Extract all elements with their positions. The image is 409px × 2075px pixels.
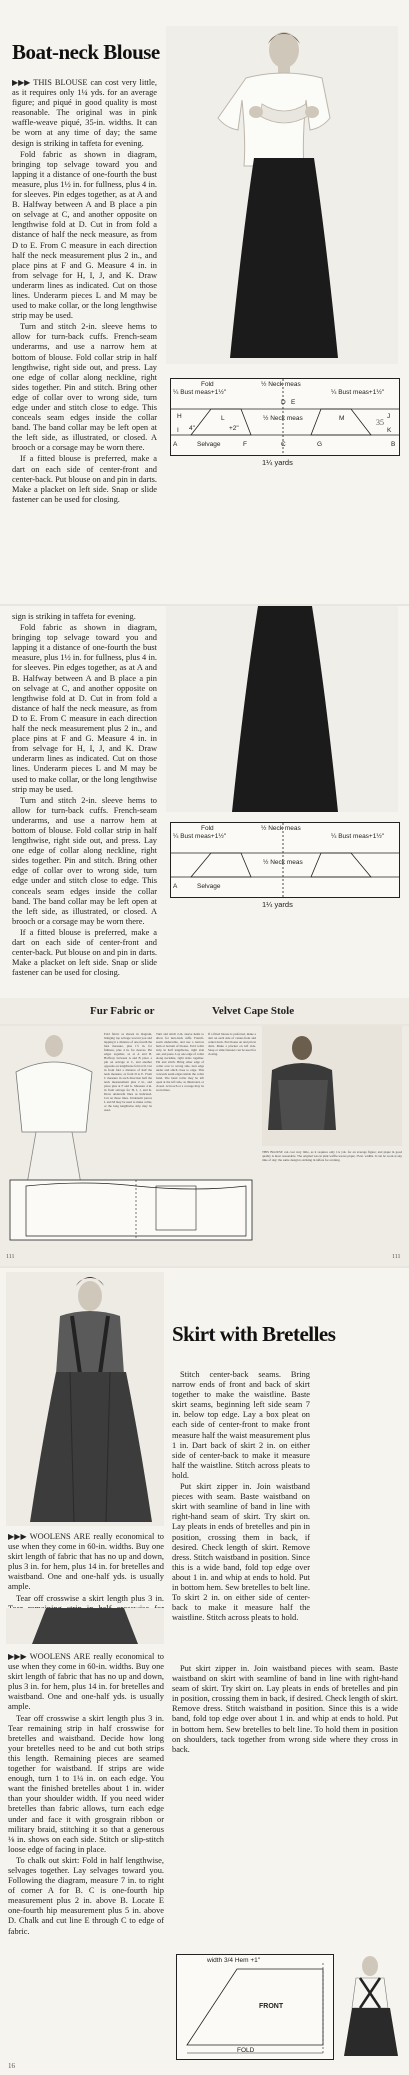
paragraph: Put skirt zipper in. Join waistband pieces with seam. Baste waistband on skirt with seamline of band in line with right-hand seam of skirt. Try skirt on. Lay pleats in ends of bretelles and pin in position, crossing them in back, if desired. Check length of skirt. Remove dress. Stitch waistband in position. Since this is a wide band, fold top edge over about 1 in. and whip at ends to hold. Put in bottom hem. Sew bretelles to belt line. To skirt 2 in. on either side of center-back to make it measure half the waistline. Stitch across pleats to hold. [172, 1482, 310, 1623]
paragraph: Tear off crosswise a skirt length plus 3 in. Tear remaining strip in half crosswise for bretelles and waistband. Decide how long your bretelles need to be and cut both strips this length. Remaining pieces are seamed together for waistband. If strips are wide enough, turn 1 to 1¼ in. on each edge. You want the finished bretelles about 1 in. wider than your shoulder width. If you need wider bretelles than fabric allows, turn each edge under and face it with grosgrain ribbon or military braid, stitching it so that a generous ⅛ in. shows on each side. Stitch or slip-stitch loose edge of facing in place. [8, 1713, 164, 1854]
pattern-diagram [170, 822, 400, 898]
cape-text-column: THIS BLOUSE can cost very little, as it requires only 1¼ yds. for an average figure; and piqué in good quality is most reasonable. The original was in pink waffle-weave piqué, 35-in. widths. It can be worn at any time of day; the same design is striking in taffeta for evening. [262, 1150, 402, 1162]
cape-text-column: Turn and stitch 2-in. sleeve hems to allow for turn-back cuffs. French-seam underarms, and use a narrow hem at bottom of blouse. Fold collar strip in half lengthwise, right side out, and press. Lay one edge of collar along neckline, right sides together. Pin and stitch. Bring other edge of collar over to wrong side, turn edge under and stitch close to edge. This conceals seam edges inside the collar band. The band collar may be left open at the left side, as illustrated, or closed. A brooch or a corsage may be worn there. [156, 1032, 204, 1092]
article-text-column [12, 612, 157, 979]
back-view-figure [340, 1954, 402, 2058]
fold-label: Fold [201, 381, 214, 388]
hem-width-note: width 3/4 Hem +1" [207, 1957, 261, 1964]
cape-pattern-diagram [6, 1176, 256, 1260]
point-label: E [291, 399, 296, 406]
point-label: J [387, 413, 391, 420]
paragraph: ▶▶▶ WOOLENS ARE really economical to use when they come in 60-in. widths. Buy one skirt length of fabric that has no up and down, plus 3 in. for hem, plus 14 in. for bretelles and waistband. One and one-half yds. is usually ample. [8, 1652, 164, 1712]
right-text-column [172, 1370, 310, 1624]
skirt-model-photo [6, 1272, 164, 1526]
point-label: K [387, 427, 392, 434]
model-photo [166, 26, 398, 364]
triple-arrow-icon: ▶▶▶ [8, 1532, 27, 1541]
paragraph: Turn and stitch 2-in. sleeve hems to allow for turn-back cuffs. French-seam underarms, and use a narrow hem at bottom of blouse. Fold collar strip in half lengthwise, right side out, and press. Lay one edge of collar along neckline, right sides together. Pin and stitch. Bring other edge of collar over to wrong side, turn edge under and stitch close to edge. This conceals seam edges inside the collar band. The band collar may be left open at the left side, as illustrated, or closed. A brooch or a corsage may be worn there. [12, 795, 157, 926]
bust-measure-label: ¼ Bust meas+1½" [173, 389, 227, 396]
cape-stole-spread [0, 1026, 409, 1266]
fold-label: Fold [201, 825, 214, 832]
pattern-diagram [170, 378, 400, 456]
paragraph: Stitch center-back seams. Bring narrow ends of front and back of skirt together to make the waistline. Baste skirt seams, beginning left side seam 7 in. below top edge. Lay a box pleat on each side of center-front to make front measure half the waist measurement plus 1 in. Dart back of skirt 2 in. on either side of center-back to make it measure half the waistline. Stitch across pleats to hold. [172, 1370, 310, 1480]
front-label: FRONT [259, 2003, 284, 2010]
selvage-label: Selvage [197, 883, 221, 890]
triple-arrow-icon: ▶▶▶ [12, 78, 31, 87]
skirt-pattern-diagram [176, 1954, 334, 2060]
left-text-column [8, 1652, 164, 1938]
point-label: G [317, 441, 323, 448]
point-label: H [177, 413, 182, 420]
blouse-page [0, 0, 409, 604]
yards-label: 1¼ yards [262, 900, 293, 909]
page-title: Boat-neck Blouse [12, 40, 160, 64]
page-number: 111 [392, 1254, 401, 1260]
dark-skirt-illustration [166, 606, 398, 812]
neck-measure-label: ½ Neck meas [261, 381, 301, 388]
cape-model-photo [262, 1026, 402, 1146]
neck-measure-label: ½ Neck meas [263, 859, 303, 866]
right-text-column [172, 1664, 398, 1756]
page-title: Skirt with Bretelles [172, 1322, 336, 1346]
paragraph: ▶▶▶ THIS BLOUSE can cost very little, as it requires only 1¼ yds. for an average figure; and piqué in good quality is most reasonable. The original was in pink waffle-weave piqué, 35-in. widths. It can be worn at any time of day; the same design is striking in taffeta for evening. [12, 78, 157, 148]
paragraph: Turn and stitch 2-in. sleeve hems to allow for turn-back cuffs. French-seam underarms, and use a narrow hem at bottom of blouse. Fold collar strip in half lengthwise, right side out, and press. Lay one edge of collar along neckline, right sides together. Pin and stitch. Bring other edge of collar over to wrong side, turn edge under and stitch close to edge. This conceals seam edges inside the collar band. The band collar may be left open at the left side, as illustrated, or closed. A brooch or a corsage may be worn there. [12, 322, 157, 453]
bust-measure-label: ¼ Bust meas+1½" [331, 389, 385, 396]
point-label: A [173, 441, 178, 448]
triple-arrow-icon: ▶▶▶ [8, 1652, 27, 1661]
paragraph: Put skirt zipper in. Join waistband pieces with seam. Baste waistband on skirt with seamline of band in line with right-hand seam of skirt. Try skirt on. Lay pleats in ends of bretelles and pin in position, crossing them in back, if desired. Check length of skirt. Remove dress. Stitch waistband in position. Since this is a wide band, fold top edge over about 1 in. and whip at ends to hold. Put in bottom hem. Sew bretelles to belt line. To hold them in position on shoulders, tack together from wrong side where they cross in back. [172, 1664, 398, 1754]
page-number: 35 [376, 418, 384, 427]
fold-label: FOLD [237, 2047, 255, 2054]
point-label: L [221, 415, 225, 422]
point-label: D [281, 399, 286, 406]
point-label: I [177, 427, 179, 434]
woman-in-blouse-illustration [166, 26, 398, 364]
bust-measure-label: ¼ Bust meas+1½" [173, 833, 227, 840]
plus-two-label: +2" [229, 425, 239, 432]
point-label: C [281, 441, 286, 448]
paragraph: If a fitted blouse is preferred, make a dart on each side of center-front and center-back. Put blouse on and pin in darts. Make a placket on left side. Snap or slide fastener can be used for closing. [12, 927, 157, 978]
paragraph: sign is striking in taffeta for evening. [12, 612, 136, 621]
bust-measure-label: ¼ Bust meas+1½" [331, 833, 385, 840]
spread-title-left: Fur Fabric or [90, 1005, 155, 1017]
cape-text-column: If a fitted blouse is preferred, make a dart on each side of center-front and center-back. Put blouse on and pin in darts. Make a placket on left side. Snap or slide fastener can be used for closing. [208, 1032, 256, 1056]
neck-measure-label: ½ Neck meas [261, 825, 301, 832]
selvage-label: Selvage [197, 441, 221, 448]
paragraph: Fold fabric as shown in diagram, bringing top selvage toward you and lapping it a distance of one-fourth the bust measure, plus 1½ in. for fullness, plus 4 in. for sleeves. Pin edges together, as at A and B. Halfway between A and B place a pin on selvage at C, and another opposite on lengthwise fold at D. Cut in from fold a distance of half the neck measure, as from D to E. From C measure in each direction half the neck measurement plus 2 in., and place pins at F and G. Measure 4 in. in from selvage for H, I, J, and K. Draw underarm lines as indicated. Cut on those lines. Underarm pieces L and M may be used to make collar, or the long lengthwise strip may be used. [12, 623, 157, 794]
point-label: A [173, 883, 178, 890]
page-number: 111 [6, 1254, 15, 1260]
next-spread-header [0, 998, 409, 1024]
skirt-cutting-layout [177, 1955, 333, 2059]
point-label: F [243, 441, 247, 448]
article-text-column [12, 78, 157, 506]
paragraph: Fold fabric as shown in diagram, bringing top selvage toward you and lapping it a distance of one-fourth the bust measure, plus 1½ in. for fullness, plus 4 in. for sleeves. Pin edges together, as at A and B. Halfway between A and B place a pin on selvage at C, and another opposite on lengthwise fold at D. Cut in from fold a distance of half the neck measure, as from D to E. From C measure in each direction half the neck measurement plus 2 in., and place pins at F and G. Measure 4 in. in from selvage for H, I, J, and K. Draw underarm lines as indicated. Cut on those lines. Underarm pieces L and M may be used to make collar, or the long lengthwise strip may be used. [12, 149, 157, 321]
paragraph: Tear off crosswise a skirt length plus 3 in. [16, 1593, 164, 1603]
point-label: M [339, 415, 345, 422]
skirt-photo-strip [6, 1608, 164, 1644]
paragraph: If a fitted blouse is preferred, make a dart on each side of center-front and center-back. Put blouse on and pin in darts. Make a placket on left side. Snap or slide fastener can be used for closing. [12, 454, 157, 504]
page-number: 16 [8, 2062, 15, 2070]
yards-label: 1¼ yards [262, 458, 293, 467]
point-label: B [391, 441, 396, 448]
skirt-photo [166, 606, 398, 812]
four-inch-label: 4" [189, 425, 195, 432]
paragraph: To chalk out skirt: Fold in half lengthwise, selvages together. Lay selvages toward you. Following the diagram, measure 7 in. to right of corner A for B. C is one-fourth hip measurement plus 2 in. above B. Locate E one-fourth hip measurement plus 5 in. above D. Chalk and cut line E through C to edge of fabric. [8, 1855, 164, 1936]
blouse-page-continued [0, 606, 409, 1024]
paragraph: ▶▶▶ WOOLENS ARE really economical to use when they come in 60-in. widths. Buy one skirt length of fabric that has no up and down, plus 3 in. for hem, plus 14 in. for bretelles and waistband. One and one-half yds. is usually ample. [8, 1532, 164, 1592]
cape-figure-illustration [6, 1032, 102, 1192]
neck-measure-label: ½ Neck meas [263, 415, 303, 422]
skirt-page [0, 1268, 409, 2075]
cape-text-column: Fold fabric as shown in diagram, bringing top selvage toward you and lapping it a distance of one-fourth the bust measure, plus 1½ in. for fullness, plus 4 in. for sleeves. Pin edges together, as at A and B. Halfway between A and B place a pin on selvage at C, and another opposite on lengthwise fold at D. Cut in from fold a distance of half the neck measure, as from D to E. From C measure in each direction half the neck measurement plus 2 in., and place pins at F and G. Measure 4 in. in from selvage for H, I, J, and K. Draw underarm lines as indicated. Cut on those lines. Underarm pieces L and M may be used to make collar, or the long lengthwise strip may be used. [104, 1032, 152, 1112]
spread-title-right: Velvet Cape Stole [212, 1005, 295, 1017]
